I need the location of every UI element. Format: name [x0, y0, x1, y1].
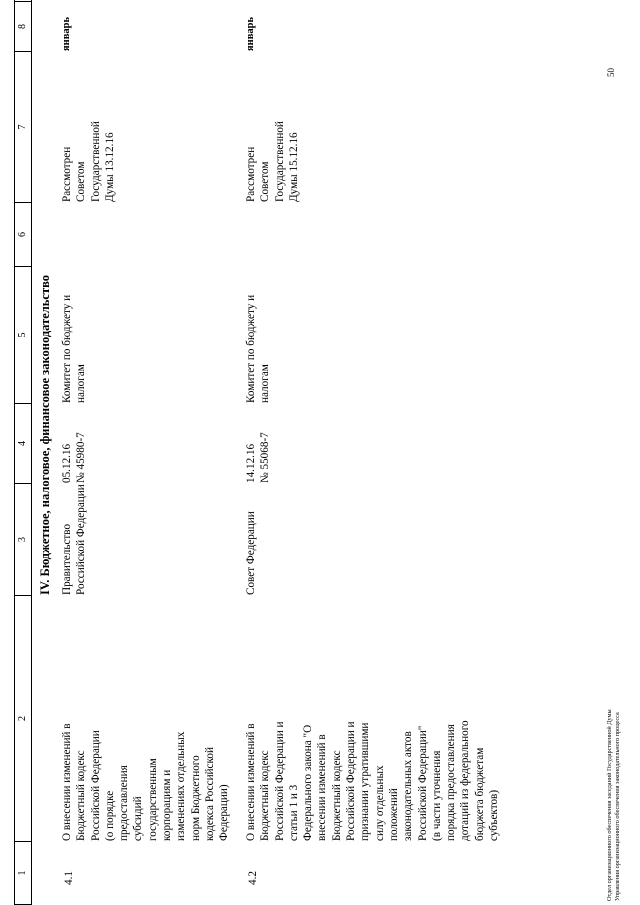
column-header-6: 6	[15, 202, 31, 266]
bill-status: Рассмотрен Советом Государственной Думы 13.12.16	[61, 121, 116, 202]
bill-initiator: Совет Федерации	[245, 511, 257, 595]
bill-status: Рассмотрен Советом Государственной Думы 15.12.16	[245, 121, 300, 202]
bill-date-number: 05.12.16 № 45980-7	[61, 432, 88, 483]
column-header-7: 7	[15, 51, 31, 202]
bill-title: О внесении изменений в Бюджетный кодекс Российской Федерации (о порядке предоставления субсидий государственным корпорациям и изменениях отдельных норм Бюджетного кодекса Российской Федерации)	[61, 723, 231, 841]
column-header-3: 3	[15, 483, 31, 595]
bill-month: январь	[61, 16, 72, 51]
bill-initiator: Правительство Российской Федерации	[61, 484, 88, 595]
bill-month: январь	[245, 16, 256, 51]
bill-title: О внесении изменений в Бюджетный кодекс Российской Федерации и статьи 1 и 3 Федерального закона "О внесении изменений в Бюджетный кодекс Российской Федерации и признании утратившими силу отдельных положений законодательных актов Российской Федерации" (в части уточнения порядка предоставления дотаций из федерального бюджета бюджетам субъектов)	[245, 720, 501, 841]
row-number: 4.2	[247, 871, 259, 885]
column-header-4: 4	[15, 403, 31, 483]
row-number: 4.1	[63, 871, 75, 885]
bill-date-number: 14.12.16 № 55068-7	[245, 432, 272, 483]
column-header-5: 5	[15, 266, 31, 403]
bill-committee: Комитет по бюджету и налогам	[245, 294, 272, 403]
section-title: IV. Бюджетное, налоговое, финансовое законодательство	[38, 274, 52, 596]
page-number: 50	[606, 68, 616, 77]
column-header-8: 8	[15, 1, 31, 51]
bill-committee: Комитет по бюджету и налогам	[61, 294, 88, 403]
column-header-1: 1	[15, 841, 31, 905]
column-header-2: 2	[15, 595, 31, 841]
footer-line-1: Отдел организационного обеспечения заседаний Государственной Думы	[606, 709, 613, 901]
column-header-row	[14, 0, 32, 905]
footer-line-2: Управления организационного обеспечения законодательного процесса	[614, 712, 621, 901]
